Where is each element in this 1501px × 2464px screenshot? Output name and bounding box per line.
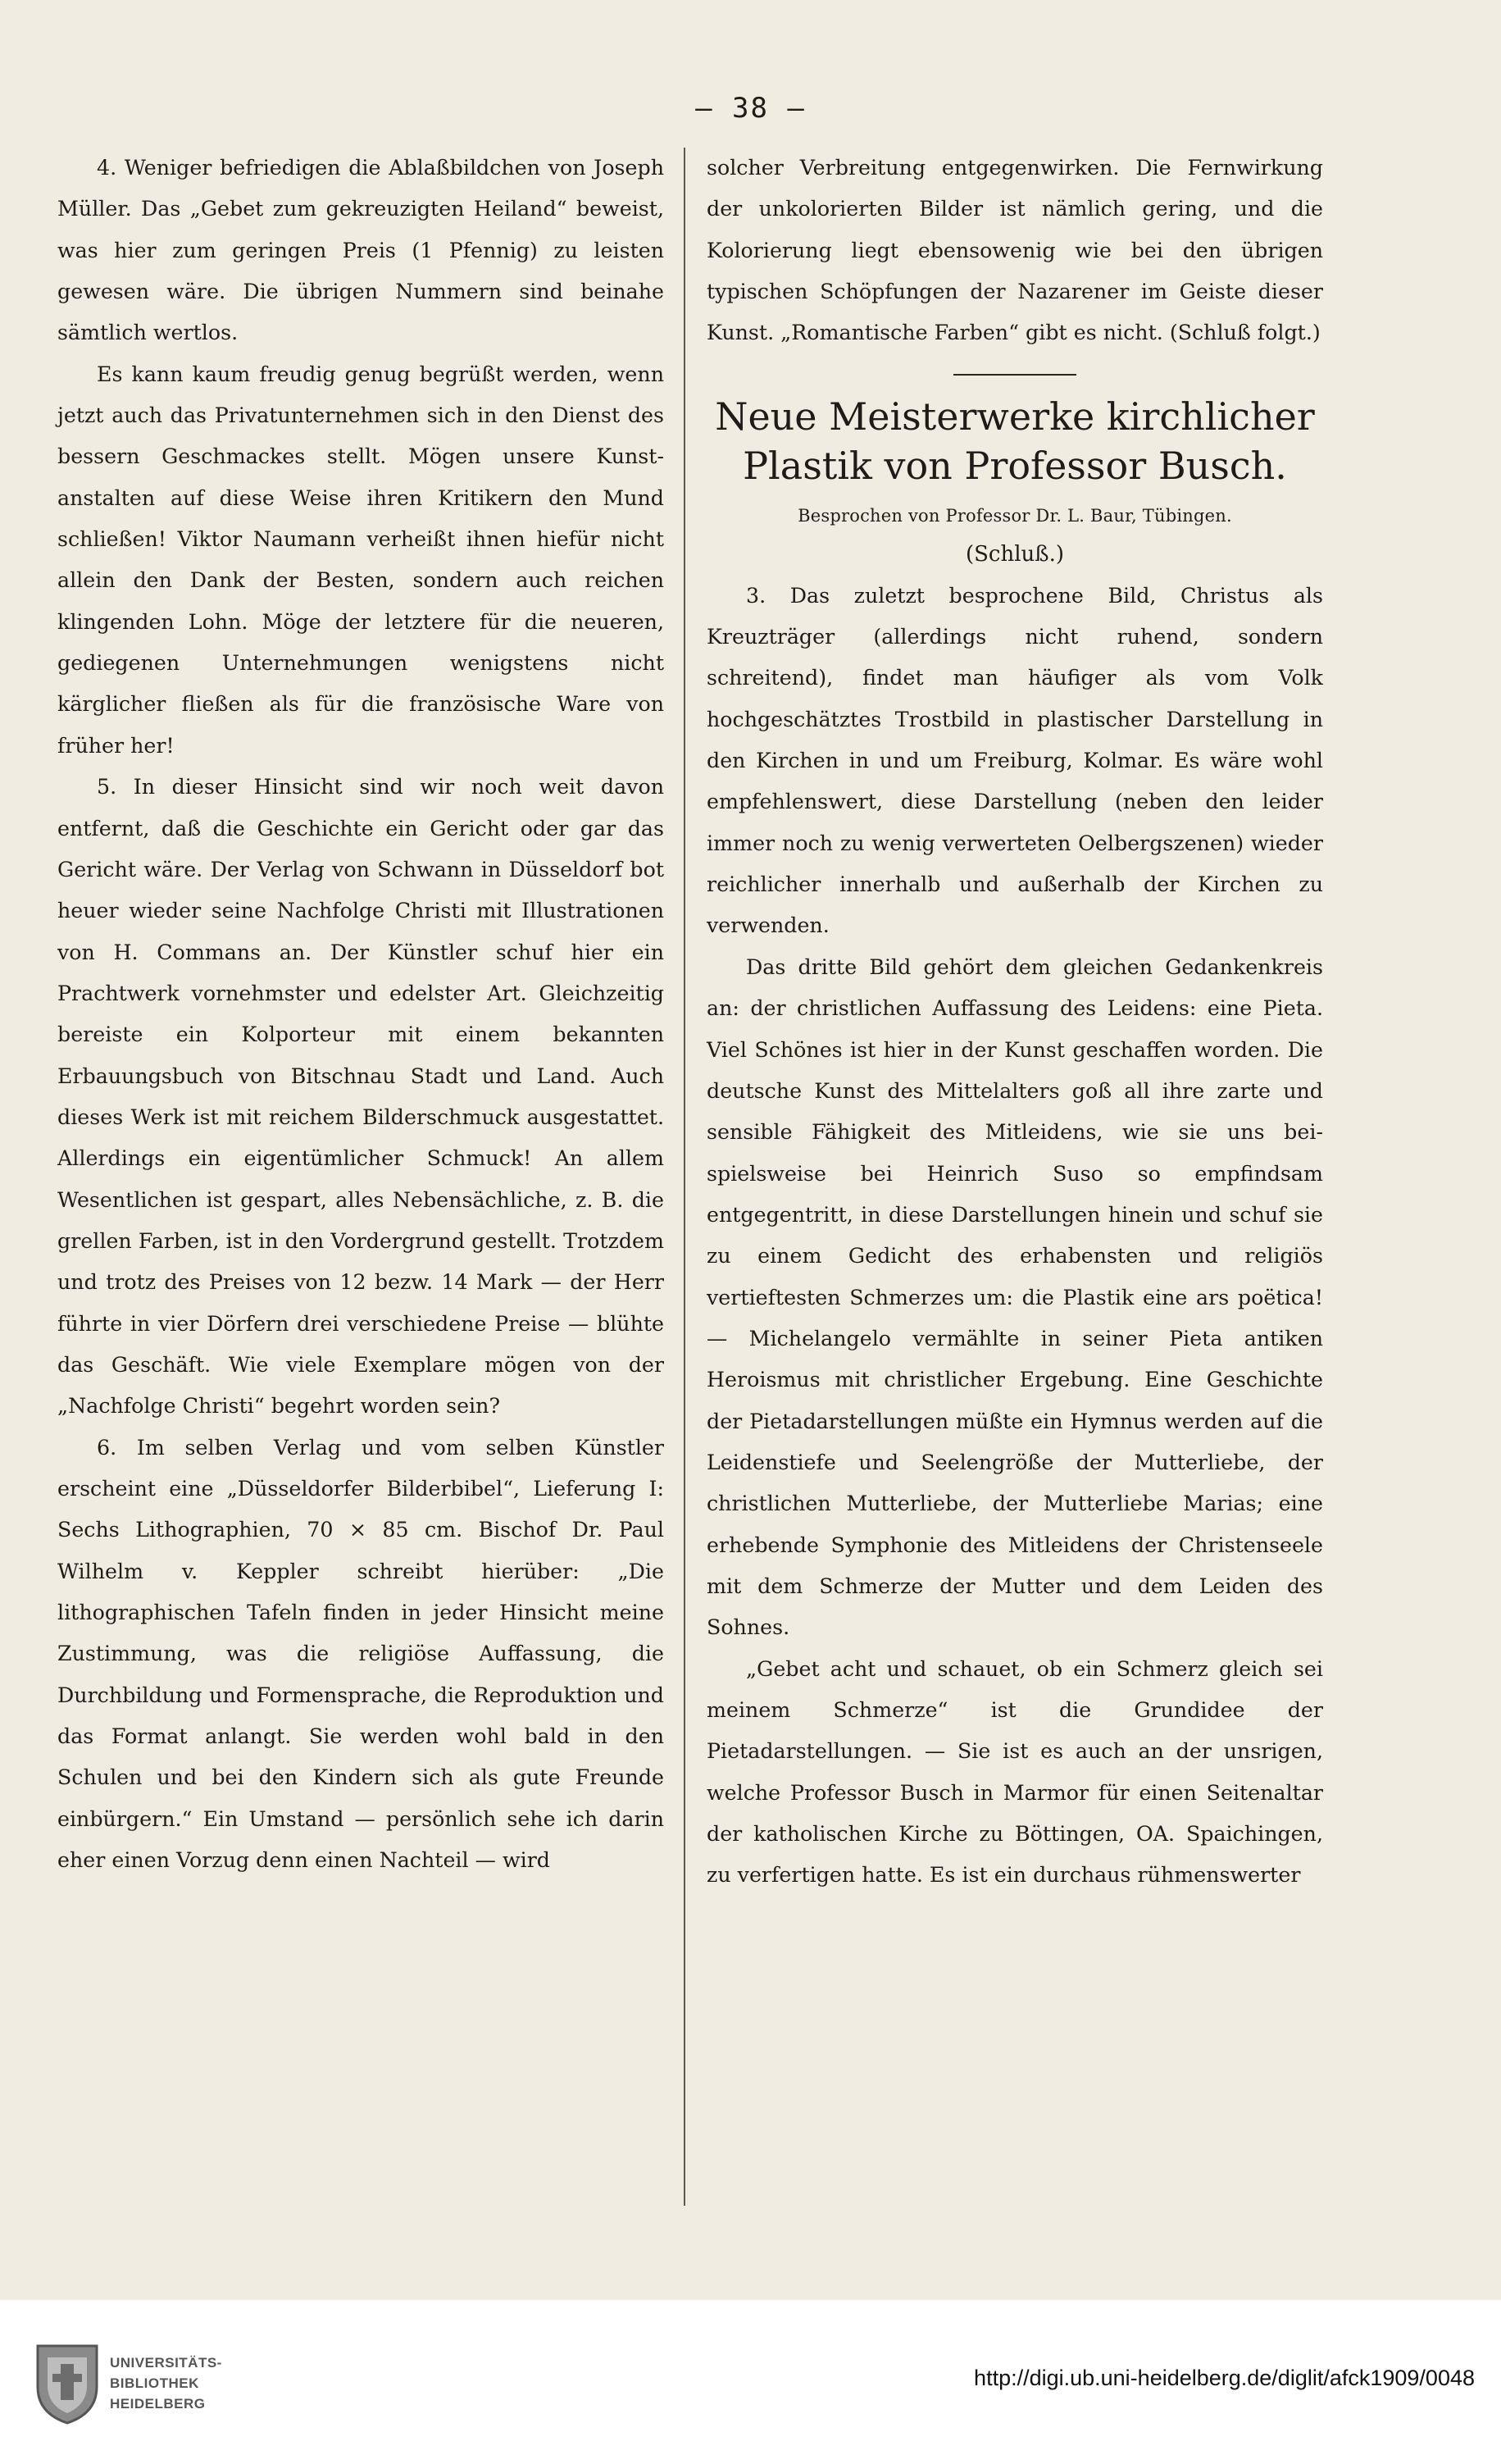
paragraph-continuation: solcher Verbreitung entgegenwirken. Die Fernwirkung der unkolorierten Bilder ist nämlich gering, und die Kolorierung liegt ebensowenig wie bei den übrigen typischen Schöpfungen der Nazarener im Geiste dieser Kunst. „Romantische Farben“ gibt es nicht. (Schluß folgt.) bbox=[707, 156, 1323, 345]
source-url-link[interactable]: http://digi.ub.uni-heidelberg.de/diglit/afck1909/0048 bbox=[974, 2366, 1475, 2390]
right-column bbox=[707, 148, 1323, 1897]
logo-line: UNIVERSITÄTS- bbox=[110, 2355, 222, 2371]
paragraph: 4. Weniger befriedigen die Ablaßbildchen von Joseph Müller. Das „Gebet zum gekreuzigten Heiland“ beweist, was hier zum geringen Preis (1 Pfennig) zu leisten gewesen wäre. Die übrigen Nummern sind beinahe sämtlich wertlos. bbox=[57, 156, 664, 345]
paragraph: Das dritte Bild gehört dem gleichen Gedankenkreis an: der christlichen Auffassung des Leidens: eine Pieta. Viel Schönes ist hier in der Kunst geschaffen worden. Die deutsche Kunst des Mittelalters goß all ihre zarte und sensible Fähigkeit des Mitleidens, wie sie uns beispielsweise bei Heinrich Suso so empfindsam entgegentritt, in diese Darstellungen hinein und schuf sie zu einem Gedicht des erhabensten und religiös vertieftesten Schmerzes um: die Plastik eine ars poëtica! — Michelangelo vermählte in seiner Pieta antiken Heroismus mit christlicher Ergebung. Eine Geschichte der Pietadarstellungen müßte ein Hymnus werden auf die Leidenstiefe und Seelengröße der Mutterliebe, der christlichen Mutterliebe, der Mutterliebe Marias; eine erhebende Symphonie des Mitleidens der Christenseele mit dem Schmerze der Mutter und dem Leiden des Sohnes. bbox=[707, 954, 1323, 1640]
paragraph: Es kann kaum freudig genug begrüßt werden, wenn jetzt auch das Privatunternehmen sich in den Dienst des bessern Geschmackes stellt. Mögen unsere Kunstanstalten auf diese Weise ihren Kritikern den Mund schließen! Viktor Naumann verheißt ihnen hiefür nicht allein den Dank der Besten, sondern auch reichen klingenden Lohn. Möge der letztere für die neueren, gediegenen Unternehmungen wenigstens nicht kärglicher fließen als für die französische Ware von früher her! bbox=[57, 362, 664, 758]
library-logo-text bbox=[110, 2352, 222, 2414]
logo-line: BIBLIOTHEK bbox=[110, 2375, 199, 2391]
paragraph: 5. In dieser Hinsicht sind wir noch weit davon entfernt, daß die Geschichte ein Gericht oder gar das Gericht wäre. Der Verlag von Schwann in Düsseldorf bot heuer wieder seine Nachfolge Christi mit Illustrationen von H. Commans an. Der Künstler schuf hier ein Prachtwerk vornehmster und edelster Art. Gleichzeitig bereiste ein Kolporteur mit einem bekannten Erbauungsbuch von Bitschnau Stadt und Land. Auch dieses Werk ist mit reichem Bilderschmuck ausgestattet. Allerdings ein eigentümlicher Schmuck! An allem Wesentlichen ist gespart, alles Nebensächliche, z. B. die grellen Farben, ist in den Vordergrund gestellt. Trotzdem und trotz des Preises von 12 bezw. 14 Mark — der Herr führte in vier Dörfern drei verschiedene Preise — blühte das Geschäft. Wie viele Exemplare mögen von der „Nachfolge Christi“ begehrt worden sein? bbox=[57, 775, 664, 1419]
paragraph: 3. Das zuletzt besprochene Bild, Christus als Kreuzträger (allerdings nicht ruhend, sondern schreitend), findet man häufiger als vom Volk hochgeschätztes Trostbild in plastischer Darstellung in den Kirchen in und um Freiburg, Kolmar. Es wäre wohl empfehlenswert, diese Darstellung (neben den leider immer noch zu wenig verwerteten Oelbergszenen) wieder reichlicher innerhalb und außerhalb der Kirchen zu verwenden. bbox=[707, 583, 1323, 938]
library-logo[interactable] bbox=[33, 2341, 222, 2431]
article-subtitle: (Schluß.) bbox=[965, 541, 1065, 567]
article-title: Neue Meisterwerke kirchlicher Plastik von Professor Busch. bbox=[715, 394, 1315, 488]
paragraph: 6. Im selben Verlag und vom selben Künstler erscheint eine „Düsseldorfer Bilderbibel“, Lieferung I: Sechs Lithographien, 70 × 85 cm. Bischof Dr. Paul Wilhelm v. Keppler schreibt hierüber: „Die lithographischen Tafeln finden in jeder Hinsicht meine Zustimmung, was die religiöse Auffassung, die Durchbildung und Formensprache, die Reproduktion und das Format anlangt. Sie werden wohl bald in den Schulen und bei den Kindern sich als gute Freunde einbürgern.“ Ein Umstand — persönlich sehe ich darin eher einen Vorzug denn einen Nachteil — wird bbox=[57, 1435, 664, 1873]
left-column bbox=[57, 148, 664, 1881]
university-seal-icon bbox=[33, 2341, 102, 2426]
page-number: — 38 — bbox=[695, 92, 806, 125]
article-byline: Besprochen von Professor Dr. L. Baur, Tübingen. bbox=[798, 505, 1232, 526]
paragraph: „Gebet acht und schauet, ob ein Schmerz gleich sei meinem Schmerze“ ist die Grundidee der Pietadarstellungen. — Sie ist es auch an der unsrigen, welche Professor Busch in Marmor für einen Seitenaltar der katholischen Kirche zu Böttingen, OA. Spaichingen, zu verfertigen hatte. Es ist ein durchaus rühmenswerter bbox=[707, 1656, 1323, 1888]
column-divider bbox=[684, 148, 685, 2206]
logo-line: HEIDELBERG bbox=[110, 2396, 206, 2412]
footer-bar bbox=[0, 2300, 1501, 2464]
section-divider bbox=[953, 374, 1076, 376]
